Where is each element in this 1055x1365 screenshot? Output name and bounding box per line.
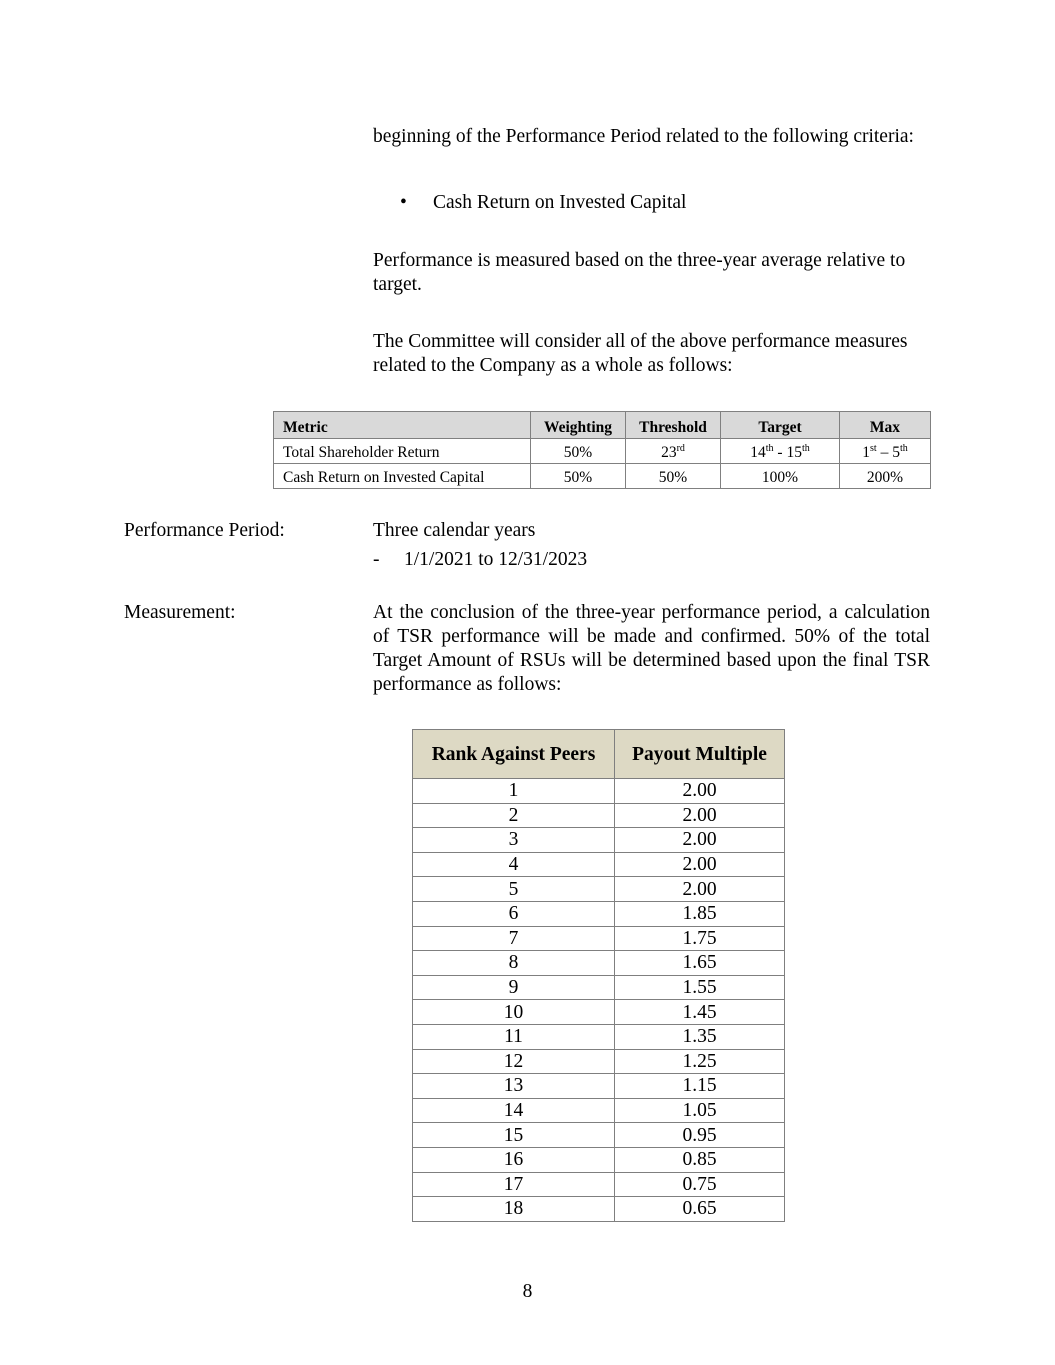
ordinal-suffix: rd [676, 442, 685, 454]
ordinal-suffix: st [870, 442, 877, 454]
payout-multiple-cell: 1.85 [615, 901, 785, 926]
payout-multiple-cell: 2.00 [615, 877, 785, 902]
committee-note: The Committee will consider all of the above performance measures related to the Company as a whole as follows: [373, 331, 908, 376]
rank-table-row [413, 1147, 785, 1172]
payout-multiple-cell: 2.00 [615, 828, 785, 853]
metric-table-cell [721, 439, 840, 464]
rank-cell: 17 [413, 1172, 615, 1197]
metric-table-cell: 50% [531, 439, 626, 464]
metric-header-cell: Metric [274, 412, 531, 439]
rank-cell: 5 [413, 877, 615, 902]
metric-header-cell: Target [721, 412, 840, 439]
criteria-bullet-item: Cash Return on Invested Capital [433, 192, 687, 213]
metric-table-cell [626, 439, 721, 464]
payout-multiple-cell: 1.25 [615, 1049, 785, 1074]
rank-table-row [413, 951, 785, 976]
rank-table-row [413, 1024, 785, 1049]
metric-table-cell: 50% [531, 464, 626, 489]
payout-multiple-cell: 0.95 [615, 1123, 785, 1148]
rank-table-row [413, 877, 785, 902]
rank-cell: 14 [413, 1098, 615, 1123]
bullet-icon: • [400, 192, 407, 213]
rank-cell: 7 [413, 926, 615, 951]
rank-cell: 3 [413, 828, 615, 853]
rank-table-row [413, 901, 785, 926]
rank-cell: 10 [413, 1000, 615, 1025]
metric-table-cell: Cash Return on Invested Capital [274, 464, 531, 489]
rank-header-cell: Rank Against Peers [413, 730, 615, 779]
metric-table-row [274, 439, 931, 464]
payout-multiple-cell: 2.00 [615, 852, 785, 877]
measurement-label: Measurement: [124, 602, 236, 623]
metric-table-cell: Total Shareholder Return [274, 439, 531, 464]
rank-cell: 6 [413, 901, 615, 926]
cell-text: - 15 [773, 443, 802, 461]
metric-table-cell: 200% [840, 464, 931, 489]
payout-multiple-cell: 0.65 [615, 1197, 785, 1222]
ordinal-suffix: th [765, 442, 774, 454]
rank-payout-table [412, 729, 785, 1222]
metric-table-cell: 50% [626, 464, 721, 489]
payout-header-cell: Payout Multiple [615, 730, 785, 779]
rank-cell: 2 [413, 803, 615, 828]
performance-period-value: Three calendar years [373, 520, 536, 541]
metric-table [273, 411, 931, 489]
metric-header-cell: Max [840, 412, 931, 439]
rank-table-row [413, 1074, 785, 1099]
rank-table-row [413, 1123, 785, 1148]
performance-period-dates: 1/1/2021 to 12/31/2023 [404, 549, 588, 570]
payout-multiple-cell: 0.85 [615, 1147, 785, 1172]
rank-table-row [413, 1049, 785, 1074]
payout-multiple-cell: 0.75 [615, 1172, 785, 1197]
metric-table-row [274, 464, 931, 489]
dash-bullet-icon: - [373, 549, 380, 570]
rank-table-row [413, 1000, 785, 1025]
cell-text: 14 [750, 443, 766, 461]
cell-text: – 5 [876, 443, 900, 461]
rank-table-row [413, 926, 785, 951]
rank-cell: 18 [413, 1197, 615, 1222]
metric-header-cell: Weighting [531, 412, 626, 439]
performance-period-label: Performance Period: [124, 520, 285, 541]
rank-cell: 1 [413, 779, 615, 804]
rank-cell: 12 [413, 1049, 615, 1074]
metric-header-cell: Threshold [626, 412, 721, 439]
metric-table-cell: 100% [721, 464, 840, 489]
performance-note: Performance is measured based on the three-year average relative to target. [373, 250, 906, 295]
rank-table-row [413, 1172, 785, 1197]
rank-cell: 16 [413, 1147, 615, 1172]
payout-multiple-cell: 1.45 [615, 1000, 785, 1025]
cell-text: 1 [862, 443, 871, 461]
rank-cell: 13 [413, 1074, 615, 1099]
payout-multiple-cell: 1.75 [615, 926, 785, 951]
rank-cell: 4 [413, 852, 615, 877]
rank-table-row [413, 852, 785, 877]
measurement-text: At the conclusion of the three-year performance period, a calculation of TSR performance will be made and confirmed. 50% of the total Target Amount of RSUs will be determined based upon the final TSR performance as follows: [373, 602, 930, 695]
payout-multiple-cell: 2.00 [615, 779, 785, 804]
rank-table-header-row [413, 730, 785, 779]
intro-paragraph: beginning of the Performance Period related to the following criteria: [373, 126, 914, 147]
rank-cell: 9 [413, 975, 615, 1000]
metric-table-cell [840, 439, 931, 464]
payout-multiple-cell: 1.05 [615, 1098, 785, 1123]
payout-multiple-cell: 1.55 [615, 975, 785, 1000]
rank-table-row [413, 828, 785, 853]
metric-table-header-row [274, 412, 931, 439]
rank-table-row [413, 779, 785, 804]
rank-table-row [413, 975, 785, 1000]
ordinal-suffix: th [801, 442, 810, 454]
criteria-bullet-list [400, 191, 686, 215]
rank-table-row [413, 1197, 785, 1222]
payout-multiple-cell: 1.15 [615, 1074, 785, 1099]
rank-cell: 15 [413, 1123, 615, 1148]
payout-multiple-cell: 1.65 [615, 951, 785, 976]
rank-table-row [413, 803, 785, 828]
rank-cell: 8 [413, 951, 615, 976]
performance-period-range [373, 548, 587, 572]
cell-text: 23 [661, 443, 677, 461]
payout-multiple-cell: 2.00 [615, 803, 785, 828]
ordinal-suffix: th [899, 442, 908, 454]
rank-cell: 11 [413, 1024, 615, 1049]
rank-table-row [413, 1098, 785, 1123]
payout-multiple-cell: 1.35 [615, 1024, 785, 1049]
page-number: 8 [522, 1281, 533, 1302]
